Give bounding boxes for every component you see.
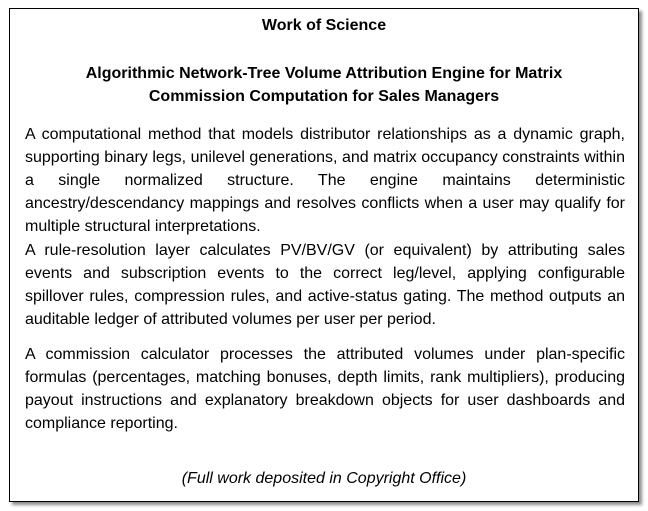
- body-paragraph-3: A commission calculator processes the attributed volumes under plan-specific formulas (percentages, matching bonuses, depth limits, rank multipliers), producing payout instructions and explanatory breakdown objects for user dashboards and compliance reporting.: [25, 346, 625, 432]
- document-title: [10, 62, 638, 108]
- deposit-note: (Full work deposited in Copyright Office): [181, 470, 467, 487]
- body-paragraph-2: A rule-resolution layer calculates PV/BV/GV (or equivalent) by attributing sales events and subscription events to the correct leg/level, applying configurable spillover rules, compression rules, and active-status gating. The method outputs an auditable ledger of attributed volumes per user per period.: [25, 242, 625, 328]
- body-paragraph-1: A computational method that models distributor relationships as a dynamic graph, supporting binary legs, unilevel generations, and matrix occupancy constraints within a single normalized structure. The engine maintains deterministic ancestry/descendancy mappings and resolves conflicts when a user may qualify for multiple structural interpretations.: [25, 126, 625, 235]
- document-frame: [9, 8, 639, 502]
- document-title-line-1: Algorithmic Network-Tree Volume Attribution Engine for Matrix: [85, 65, 563, 82]
- work-type-label: Work of Science: [261, 17, 387, 34]
- document-title-line-2: Commission Computation for Sales Managers: [148, 88, 500, 105]
